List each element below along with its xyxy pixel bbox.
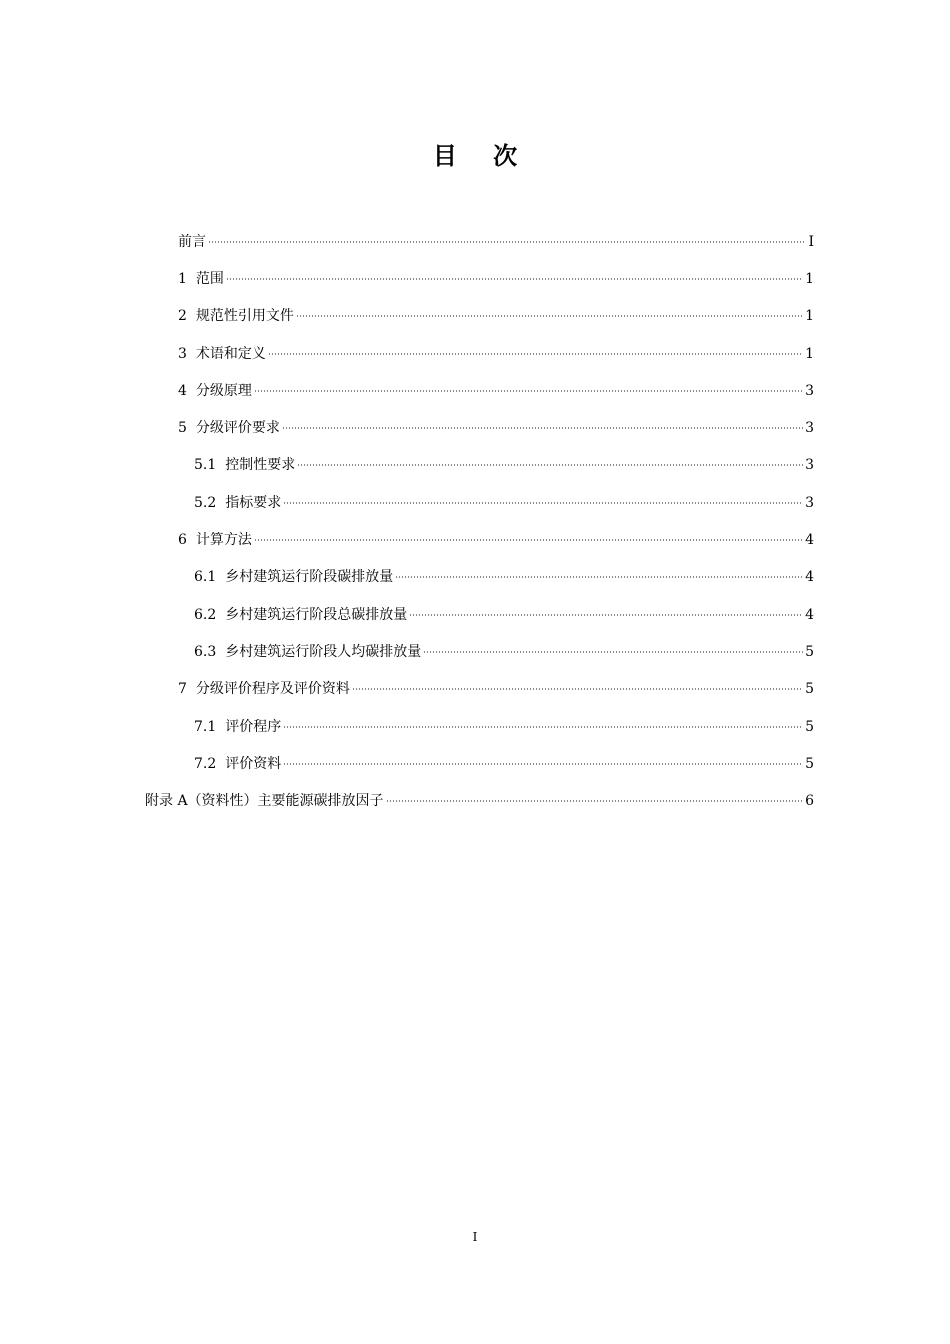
- toc-entry[interactable]: [0, 371, 950, 408]
- toc-entry-page: 5: [805, 718, 814, 735]
- page-footer-number: I: [472, 1230, 478, 1244]
- toc-entry-number: 5: [178, 420, 187, 437]
- toc-entry[interactable]: [0, 707, 950, 744]
- toc-dot-leader: [282, 427, 803, 429]
- toc-entry-page: 3: [805, 494, 814, 511]
- toc-entry-number: 3: [178, 345, 187, 362]
- toc-entry-number: 6.3: [194, 643, 217, 660]
- toc-entry-page: 5: [805, 643, 814, 660]
- toc-entry-label: 规范性引用文件: [195, 308, 294, 325]
- toc-entry-label: 前言: [178, 233, 206, 250]
- toc-dot-leader: [254, 539, 803, 541]
- toc-entry-number: 6.1: [194, 569, 217, 586]
- toc-dot-leader: [283, 763, 803, 765]
- toc-entry[interactable]: [0, 222, 950, 259]
- toc-dot-leader: [283, 726, 803, 728]
- toc-entry-page: 5: [805, 681, 814, 698]
- toc-entry-label: 分级评价要求: [195, 420, 280, 437]
- toc-entry-page: 1: [805, 308, 814, 325]
- toc-entry-page: 1: [805, 270, 814, 287]
- toc-entry-label: 分级原理: [195, 382, 252, 399]
- toc-dot-leader: [423, 651, 803, 653]
- toc-entry-number: 2: [178, 308, 187, 325]
- toc-entry-number: 6: [178, 532, 187, 549]
- toc-dot-leader: [208, 241, 806, 243]
- toc-entry-number: 5.2: [194, 494, 217, 511]
- toc-entry-number: 7.2: [194, 755, 217, 772]
- toc-entry[interactable]: [0, 595, 950, 632]
- toc-entry-label: 评价资料: [225, 755, 282, 772]
- toc-entry-label: 附录 A（资料性）主要能源碳排放因子: [145, 793, 384, 810]
- toc-dot-leader: [409, 614, 803, 616]
- toc-entry-label: 乡村建筑运行阶段人均碳排放量: [225, 643, 422, 660]
- toc-entry-page: 5: [805, 755, 814, 772]
- toc-dot-leader: [268, 353, 803, 355]
- toc-dot-leader: [226, 278, 803, 280]
- toc-entry-label: 分级评价程序及评价资料: [195, 681, 350, 698]
- toc-entry-page: 3: [805, 420, 814, 437]
- toc-entry[interactable]: [0, 632, 950, 669]
- toc-entry-page: 6: [805, 793, 814, 810]
- toc-entry[interactable]: [0, 520, 950, 557]
- toc-dot-leader: [283, 502, 803, 504]
- toc-entry[interactable]: [0, 297, 950, 334]
- toc-entry-page: 4: [805, 569, 814, 586]
- toc-entry[interactable]: [0, 334, 950, 371]
- toc-entry-page: I: [808, 233, 814, 250]
- toc-entry[interactable]: [0, 781, 950, 818]
- toc-dot-leader: [386, 800, 804, 802]
- toc-entry-page: 3: [805, 382, 814, 399]
- page-title: 目 次: [432, 142, 532, 171]
- toc-entry-page: 3: [805, 457, 814, 474]
- toc-entry[interactable]: [0, 408, 950, 445]
- toc-dot-leader: [297, 464, 803, 466]
- toc-entry[interactable]: [0, 259, 950, 296]
- toc-entry-label: 乡村建筑运行阶段碳排放量: [225, 569, 394, 586]
- toc-entry[interactable]: [0, 483, 950, 520]
- toc-entry-label: 术语和定义: [195, 345, 266, 362]
- toc-dot-leader: [254, 390, 803, 392]
- toc-entry-label: 范围: [195, 270, 224, 287]
- toc-entry-label: 计算方法: [195, 532, 252, 549]
- toc-entry-page: 1: [805, 345, 814, 362]
- toc-dot-leader: [296, 315, 803, 317]
- toc-entry-label: 指标要求: [225, 494, 282, 511]
- toc-entry[interactable]: [0, 670, 950, 707]
- toc-entry-number: 4: [178, 382, 187, 399]
- toc-entry-number: 7.1: [194, 718, 217, 735]
- toc-entry[interactable]: [0, 744, 950, 781]
- toc-entry-number: 7: [178, 681, 187, 698]
- toc-entry-label: 评价程序: [225, 718, 282, 735]
- toc-entry-label: 乡村建筑运行阶段总碳排放量: [225, 606, 408, 623]
- toc-entry-label: 控制性要求: [225, 457, 296, 474]
- toc-dot-leader: [395, 576, 803, 578]
- toc-entry[interactable]: [0, 446, 950, 483]
- table-of-contents: [0, 222, 950, 819]
- toc-entry-number: 6.2: [194, 606, 217, 623]
- toc-entry-number: 5.1: [194, 457, 217, 474]
- toc-entry-page: 4: [805, 532, 814, 549]
- toc-entry-number: 1: [178, 270, 187, 287]
- toc-entry[interactable]: [0, 558, 950, 595]
- toc-entry-page: 4: [805, 606, 814, 623]
- toc-dot-leader: [352, 688, 803, 690]
